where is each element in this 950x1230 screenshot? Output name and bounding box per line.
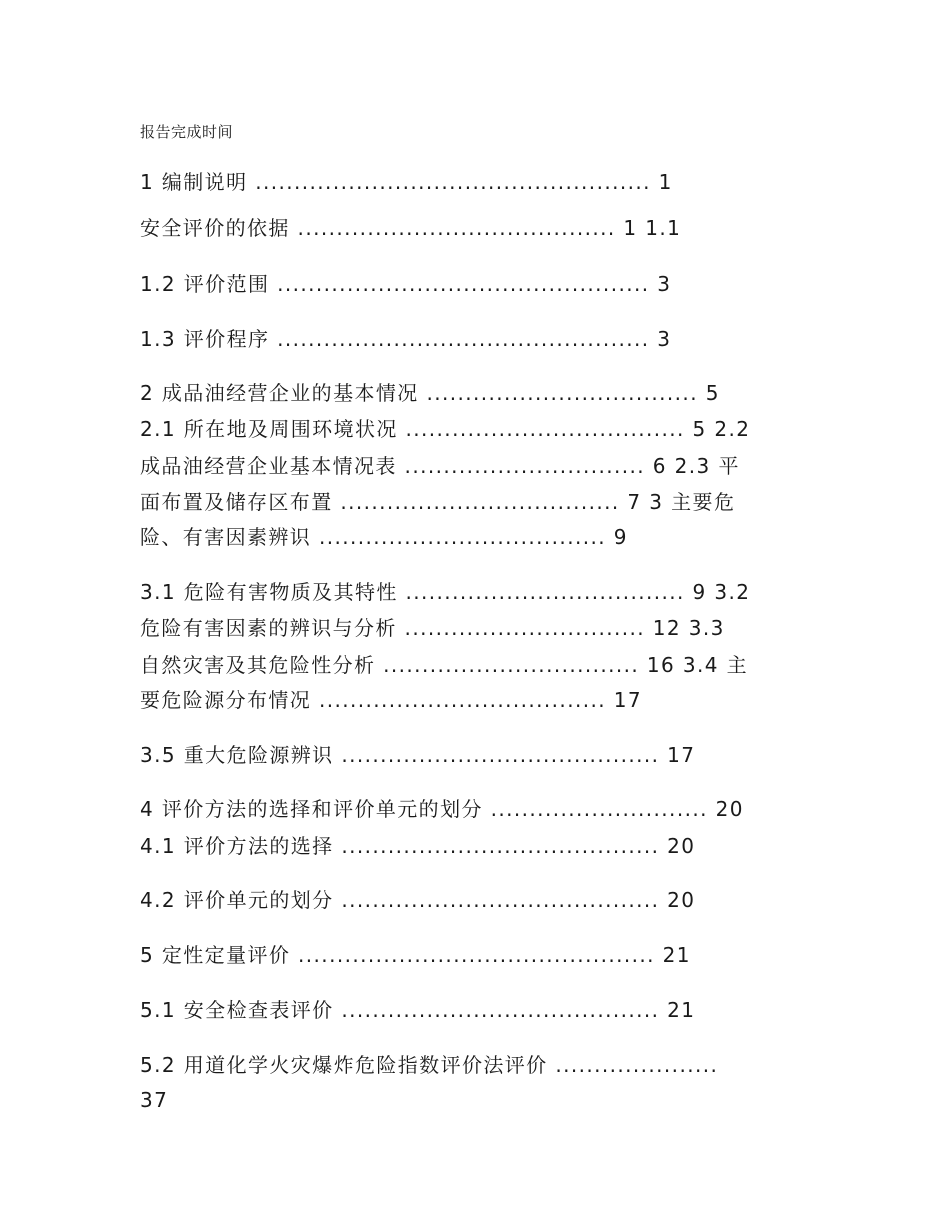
toc-line: 3.1 危险有害物质及其特性 .................................... 9 3.2 [140, 580, 751, 604]
toc-line: 面布置及储存区布置 .................................... 7 3 主要危 [140, 490, 736, 514]
toc-line: 4.2 评价单元的划分 ......................................... 20 [140, 888, 696, 912]
toc-line: 成品油经营企业基本情况表 ............................... 6 2.3 平 [140, 454, 740, 478]
toc-line: 险、有害因素辨识 ..................................... 9 [140, 525, 628, 549]
toc-line: 37 [140, 1088, 169, 1112]
toc-line: 5 定性定量评价 .............................................. 21 [140, 943, 691, 967]
toc-line: 1.3 评价程序 ................................................ 3 [140, 327, 672, 351]
toc-line: 要危险源分布情况 ..................................... 17 [140, 688, 642, 712]
toc-line: 2.1 所在地及周围环境状况 .................................... 5 2.2 [140, 417, 751, 441]
toc-line: 自然灾害及其危险性分析 ................................. 16 3.4 主 [140, 653, 749, 677]
toc-line: 5.1 安全检查表评价 ......................................... 21 [140, 998, 696, 1022]
toc-line: 危险有害因素的辨识与分析 ............................... 12 3.3 [140, 616, 725, 640]
toc-line: 4 评价方法的选择和评价单元的划分 ............................ 20 [140, 797, 744, 821]
toc-line: 5.2 用道化学火灾爆炸危险指数评价法评价 ..................... [140, 1053, 719, 1077]
toc-line: 4.1 评价方法的选择 ......................................... 20 [140, 834, 696, 858]
toc-line: 安全评价的依据 ......................................... 1 1.1 [140, 216, 682, 240]
toc-line: 1.2 评价范围 ................................................ 3 [140, 272, 672, 296]
report-completion-time-label: 报告完成时间 [140, 123, 234, 141]
toc-line: 3.5 重大危险源辨识 ......................................... 17 [140, 743, 696, 767]
toc-line: 2 成品油经营企业的基本情况 ................................... 5 [140, 381, 720, 405]
toc-line: 1 编制说明 ................................................... 1 [140, 170, 673, 194]
